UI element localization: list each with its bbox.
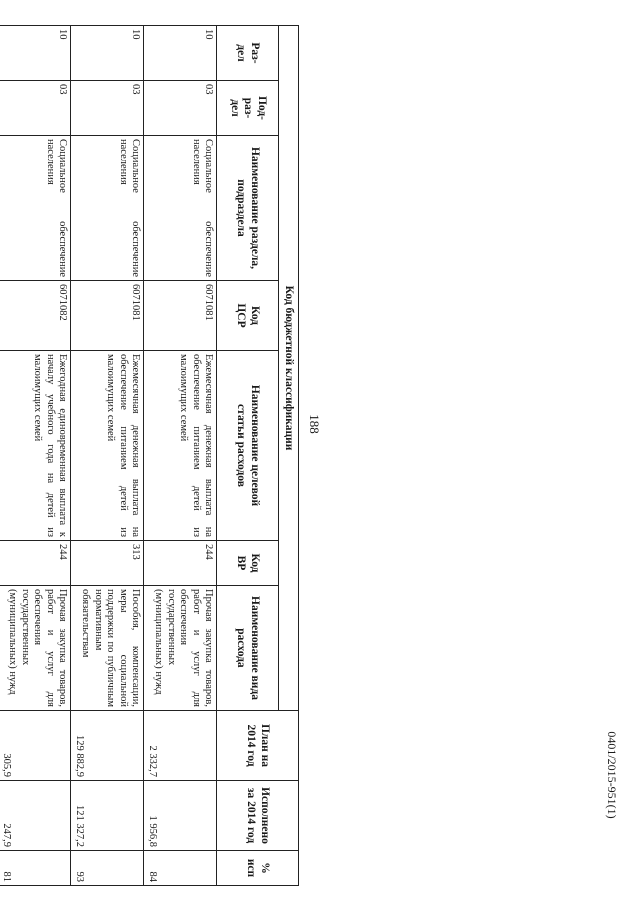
header-percent: % исп xyxy=(216,851,298,886)
cell-executed: 247,9 xyxy=(0,781,70,851)
cell-razdel: 10 xyxy=(70,26,143,81)
cell-csr-name: Ежемесячная денежная выплата на обеспечение питанием детей из малоимущих семей xyxy=(70,351,143,541)
cell-plan: 305,9 xyxy=(0,711,70,781)
cell-csr-code: 6071081 xyxy=(143,281,216,351)
header-csr-name: Наименование целевой статьи расходов xyxy=(216,351,278,541)
cell-executed: 1 956,8 xyxy=(143,781,216,851)
cell-vr-name: Прочая закупка товаров, работ и услуг для обеспечения государственных (муниципальных) нужд xyxy=(0,586,70,711)
cell-razdel: 10 xyxy=(143,26,216,81)
cell-csr-name: Ежемесячная денежная выплата на обеспечение питанием детей из малоимущих семей xyxy=(143,351,216,541)
header-csr-code: Код ЦСР xyxy=(216,281,278,351)
cell-executed: 121 327,2 xyxy=(70,781,143,851)
cell-name-section: Социальное обеспечение населения xyxy=(0,136,70,281)
cell-podrazdel: 03 xyxy=(70,81,143,136)
document-code: 0401/2015-951(1) xyxy=(605,731,619,819)
header-plan: План на 2014 год xyxy=(216,711,298,781)
cell-razdel: 10 xyxy=(0,26,70,81)
cell-csr-code: 6071082 xyxy=(0,281,70,351)
cell-vr-name: Прочая закупка товаров, работ и услуг для обеспечения государственных (муниципальных) нужд xyxy=(143,586,216,711)
header-razdel: Раз- дел xyxy=(216,26,278,81)
header-name-section: Наименование раздела, подраздела xyxy=(216,136,278,281)
cell-vr-code: 313 xyxy=(70,541,143,586)
page-number: 188 xyxy=(307,414,322,434)
cell-name-section: Социальное обеспечение населения xyxy=(70,136,143,281)
cell-podrazdel: 03 xyxy=(0,81,70,136)
cell-vr-code: 244 xyxy=(143,541,216,586)
cell-vr-name: Пособия, компенсации, меры социальной поддержки по публичным нормативным обязательствам xyxy=(70,586,143,711)
cell-percent: 84 xyxy=(143,851,216,886)
cell-name-section: Социальное обеспечение населения xyxy=(143,136,216,281)
cell-percent: 81 xyxy=(0,851,70,886)
header-executed: Исполнено за 2014 год xyxy=(216,781,298,851)
header-vr-name: Наименование вида расхода xyxy=(216,586,278,711)
budget-table xyxy=(0,25,299,886)
cell-plan: 129 882,9 xyxy=(70,711,143,781)
header-podrazdel: Под- раз- дел xyxy=(216,81,278,136)
cell-plan: 2 332,7 xyxy=(143,711,216,781)
cell-podrazdel: 03 xyxy=(143,81,216,136)
cell-percent: 93 xyxy=(70,851,143,886)
cell-csr-name: Ежегодная единовременная выплата к началу учебного года на детей из малоимущих семей xyxy=(0,351,70,541)
header-vr-code: Код ВР xyxy=(216,541,278,586)
cell-vr-code: 244 xyxy=(0,541,70,586)
group-header: Код бюджетной классификации xyxy=(278,26,298,711)
cell-csr-code: 6071081 xyxy=(70,281,143,351)
